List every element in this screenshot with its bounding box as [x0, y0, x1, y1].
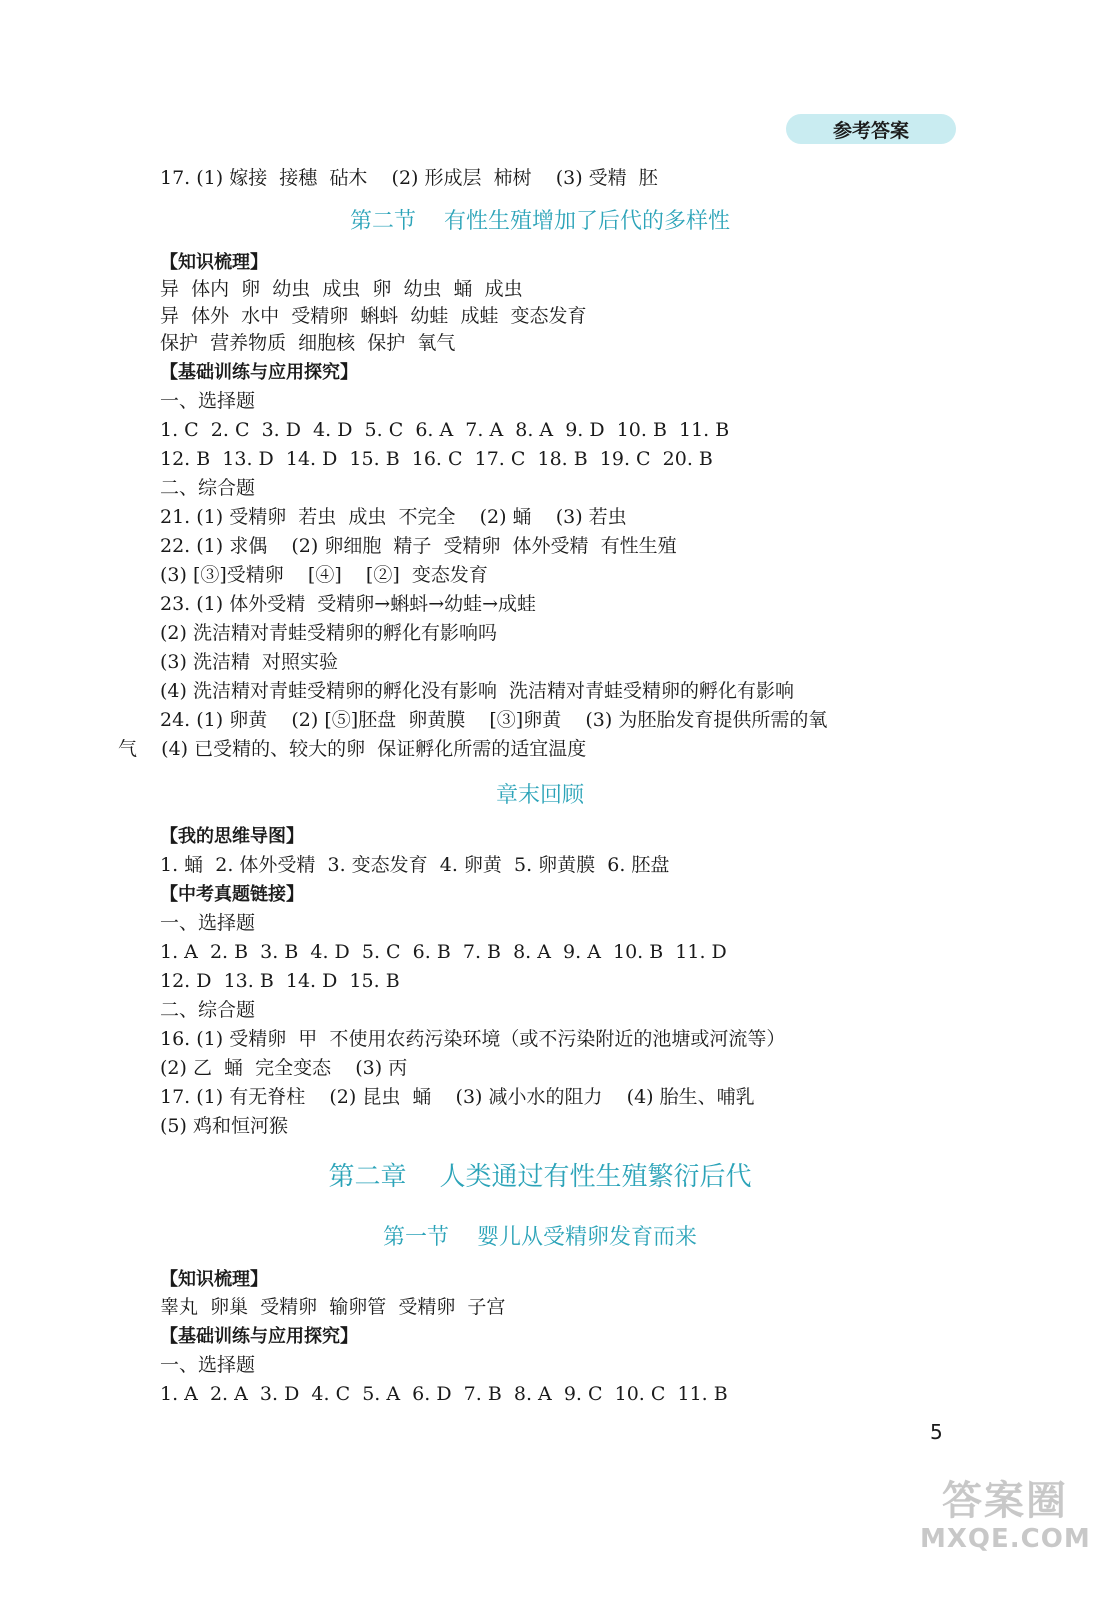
- q23-c: (3) 洗洁精 对照实验: [160, 651, 339, 673]
- knowledge-line-2: 异 体外 水中 受精卵 蝌蚪 幼蛙 成蛙 变态发育: [160, 305, 587, 327]
- choice-label: 一、选择题: [160, 390, 256, 412]
- choice-answers-2: 12. B 13. D 14. D 15. B 16. C 17. C 18. B 19. C 20. B: [160, 448, 713, 470]
- exam-link-label: 【中考真题链接】: [160, 884, 304, 905]
- q22-b: (3) [③]受精卵 [④] [②] 变态发育: [160, 564, 488, 586]
- watermark: [920, 1478, 1090, 1554]
- chapter-2-title: 第二章 人类通过有性生殖繁衍后代: [328, 1162, 752, 1192]
- q24-a: 24. (1) 卵黄 (2) [⑤]胚盘 卵黄膜 [③]卵黄 (3) 为胚胎发育提供所需的氧: [160, 709, 828, 731]
- chapter-2-section-1-title: 第一节 婴儿从受精卵发育而来: [383, 1225, 697, 1250]
- review-choice-label: 一、选择题: [160, 912, 256, 934]
- review-q17-a: 17. (1) 有无脊柱 (2) 昆虫 蛹 (3) 减小水的阻力 (4) 胎生、哺乳: [160, 1086, 755, 1108]
- review-choice-answers-1: 1. A 2. B 3. B 4. D 5. C 6. B 7. B 8. A 9. A 10. B 11. D: [160, 941, 727, 963]
- mindmap-label: 【我的思维导图】: [160, 826, 304, 847]
- review-choice-answers-2: 12. D 13. B 14. D 15. B: [160, 970, 400, 992]
- mindmap-answers: 1. 蛹 2. 体外受精 3. 变态发育 4. 卵黄 5. 卵黄膜 6. 胚盘: [160, 854, 670, 876]
- q22-a: 22. (1) 求偶 (2) 卵细胞 精子 受精卵 体外受精 有性生殖: [160, 535, 677, 557]
- page-number: 5: [930, 1420, 943, 1444]
- knowledge-line-3: 保护 营养物质 细胞核 保护 氧气: [160, 332, 456, 354]
- ch2-knowledge-line-1: 睾丸 卵巢 受精卵 输卵管 受精卵 子宫: [160, 1296, 506, 1318]
- ch2-training-label: 【基础训练与应用探究】: [160, 1326, 358, 1347]
- review-comprehensive-label: 二、综合题: [160, 999, 256, 1021]
- review-q17-b: (5) 鸡和恒河猴: [160, 1115, 288, 1137]
- review-q16-b: (2) 乙 蛹 完全变态 (3) 丙: [160, 1057, 408, 1079]
- ch2-knowledge-label: 【知识梳理】: [160, 1269, 268, 1290]
- review-q16-a: 16. (1) 受精卵 甲 不使用农药污染环境（或不污染附近的池塘或河流等）: [160, 1028, 786, 1050]
- prev-q17: 17. (1) 嫁接 接穗 砧木 (2) 形成层 柿树 (3) 受精 胚: [160, 167, 658, 189]
- comprehensive-label: 二、综合题: [160, 477, 256, 499]
- answer-key-tab: 参考答案: [786, 114, 956, 144]
- q23-b: (2) 洗洁精对青蛙受精卵的孵化有影响吗: [160, 622, 497, 644]
- watermark-url: MXQE.COM: [920, 1524, 1091, 1554]
- training-label: 【基础训练与应用探究】: [160, 362, 358, 383]
- watermark-logo-text: 答案圈: [942, 1478, 1068, 1524]
- q23-d: (4) 洗洁精对青蛙受精卵的孵化没有影响 洗洁精对青蛙受精卵的孵化有影响: [160, 680, 795, 702]
- knowledge-line-1: 异 体内 卵 幼虫 成虫 卵 幼虫 蛹 成虫: [160, 278, 523, 300]
- q21: 21. (1) 受精卵 若虫 成虫 不完全 (2) 蛹 (3) 若虫: [160, 506, 627, 528]
- chapter-review-title: 章末回顾: [495, 783, 584, 808]
- knowledge-label: 【知识梳理】: [160, 252, 268, 273]
- q23-a: 23. (1) 体外受精 受精卵→蝌蚪→幼蛙→成蛙: [160, 593, 537, 615]
- q24-b: 气 (4) 已受精的、较大的卵 保证孵化所需的适宜温度: [118, 738, 587, 760]
- ch2-choice-label: 一、选择题: [160, 1354, 256, 1376]
- ch2-choice-answers-1: 1. A 2. A 3. D 4. C 5. A 6. D 7. B 8. A 9. C 10. C 11. B: [160, 1383, 728, 1405]
- section-2-title: 第二节 有性生殖增加了后代的多样性: [350, 209, 730, 234]
- choice-answers-1: 1. C 2. C 3. D 4. D 5. C 6. A 7. A 8. A 9. D 10. B 11. B: [160, 419, 730, 441]
